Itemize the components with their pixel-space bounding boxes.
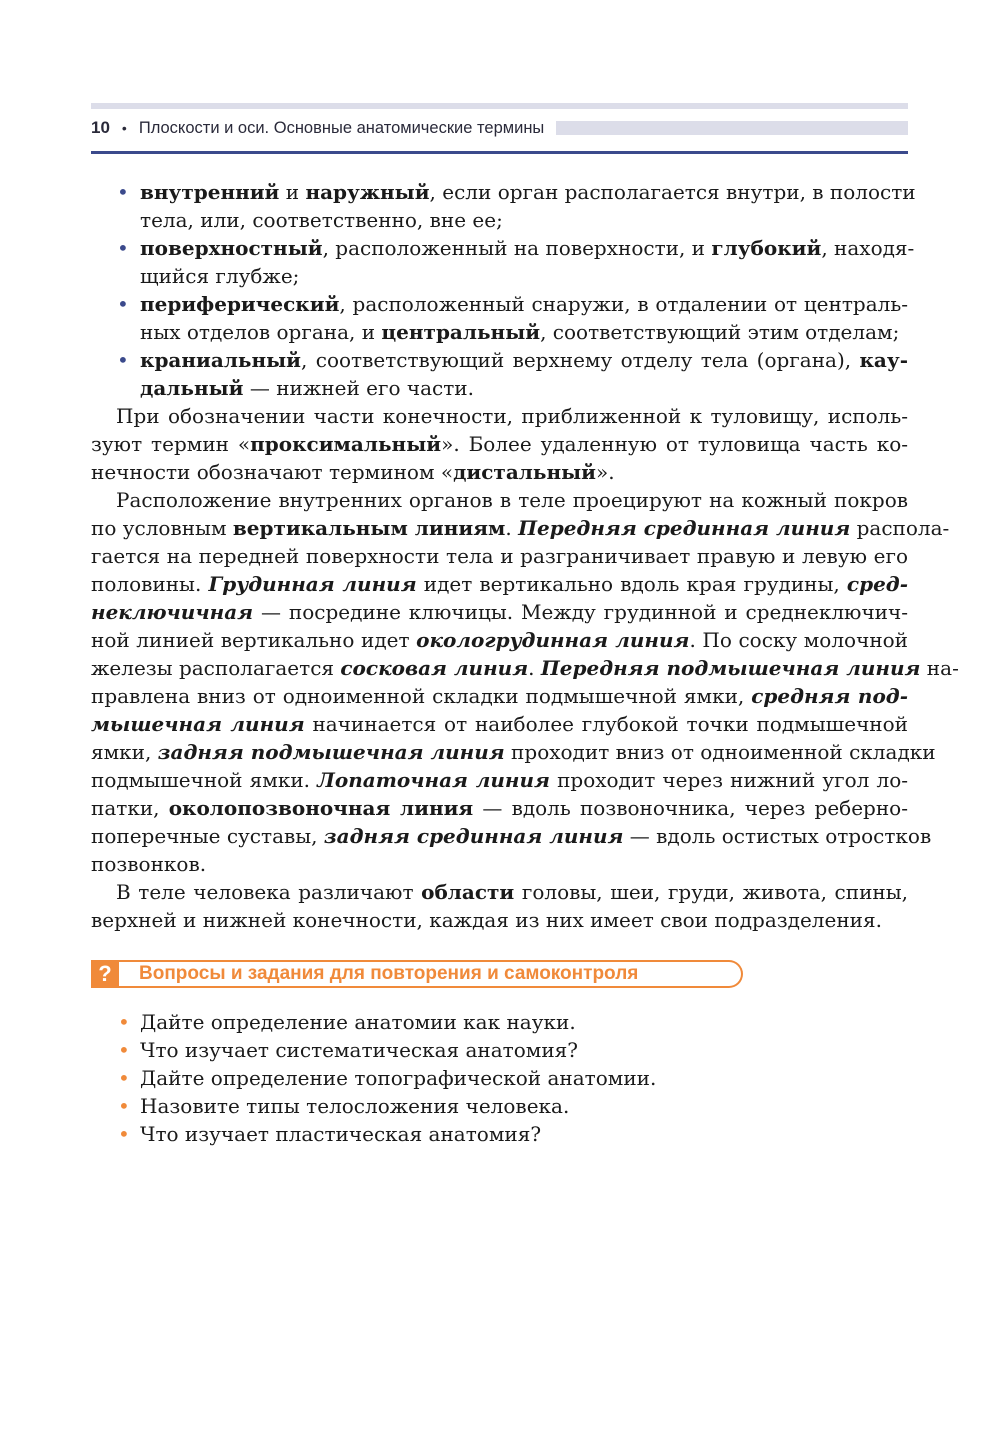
bullet-icon: •: [117, 348, 129, 372]
text-run: железы располагается: [91, 656, 341, 680]
text-run: , находя-: [821, 236, 915, 260]
text-run: ямки,: [91, 740, 158, 764]
text-run: , расположенный снаружи, в отдалении от централь-: [339, 292, 908, 316]
italic-term: сред-: [846, 572, 908, 596]
bullet-icon: •: [118, 1122, 130, 1146]
text-run: .: [505, 516, 519, 540]
bullet-icon: •: [117, 236, 129, 260]
text-run: , если орган располагается внутри, в полости: [429, 180, 916, 204]
text-run: половины.: [91, 572, 209, 596]
bullet-item-line: [91, 234, 915, 262]
bullet-icon: •: [118, 1094, 130, 1118]
question-mark-icon: ?: [91, 960, 119, 988]
text-run: патки,: [91, 796, 169, 820]
text-run: гается на передней поверхности тела и разграничивает правую и левую его: [91, 544, 908, 568]
bold-term: области: [421, 880, 515, 904]
bullet-icon: •: [118, 1010, 130, 1034]
bullet-item-continuation: [91, 262, 908, 290]
italic-term: мышечная линия: [91, 712, 305, 736]
question-item: • Назовите типы телосложения человека.: [118, 1094, 570, 1118]
italic-term: Передняя подмышечная линия: [540, 656, 921, 680]
text-run: — вдоль позвоночника, через реберно-: [473, 796, 908, 820]
bullet-item-line: [91, 178, 916, 206]
questions-heading: [91, 960, 743, 988]
bold-term: наружный: [305, 180, 430, 204]
text-run: проходит вниз от одноименной складки: [504, 740, 936, 764]
bullet-item-continuation: [91, 374, 908, 402]
bold-term: глубокий: [711, 236, 822, 260]
paragraph-line: [91, 570, 908, 598]
header-separator: •: [121, 120, 127, 136]
text-run: , соответствующий верхнему отделу тела (органа),: [301, 348, 860, 372]
bullet-item-continuation: [91, 206, 908, 234]
questions-list: [91, 1008, 908, 1148]
text-run: правлена вниз от одноименной складки подмышечной ямки,: [91, 684, 752, 708]
questions-title: Вопросы и задания для повторения и самоконтроля: [139, 963, 639, 984]
italic-term: сосковая линия: [340, 656, 529, 680]
text-run: , соответствующий этим отделам;: [540, 320, 900, 344]
text-run: зуют термин «: [91, 432, 251, 456]
text-run: поперечные суставы,: [91, 824, 324, 848]
bold-term: внутренний: [140, 180, 280, 204]
bold-term: проксимальный: [250, 432, 442, 456]
question-item: • Дайте определение топографической анатомии.: [118, 1066, 657, 1090]
paragraph-line: [91, 542, 908, 570]
paragraph-line: [91, 878, 908, 906]
question-item: • Что изучает систематическая анатомия?: [118, 1038, 579, 1062]
bullet-icon: •: [117, 292, 129, 316]
paragraph-line: [91, 738, 936, 766]
text-run: — посредине ключицы. Между грудинной и среднеключич-: [253, 600, 908, 624]
running-header: [91, 116, 908, 140]
text-run: верхней и нижней конечности, каждая из них имеет свои подразделения.: [91, 908, 882, 932]
italic-term: неключичная: [91, 600, 254, 624]
text-run: . По соску молочной: [689, 628, 909, 652]
paragraph-line: [91, 710, 908, 738]
text-run: .: [528, 656, 541, 680]
bold-term: околопозвоночная линия: [168, 796, 474, 820]
text-run: распола-: [850, 516, 950, 540]
text-run: головы, шеи, груди, живота, спины,: [514, 880, 909, 904]
text-run: — вдоль остистых отростков: [623, 824, 932, 848]
header-title: Плоскости и оси. Основные анатомические термины: [138, 118, 545, 137]
text-run: по условным: [91, 516, 233, 540]
text-run: начинается от наиболее глубокой точки подмышечной: [304, 712, 908, 736]
text-run: В теле человека различают: [116, 880, 422, 904]
italic-term: Лопаточная линия: [317, 768, 550, 792]
text-run: и: [279, 180, 306, 204]
question-item: • Что изучает пластическая анатомия?: [118, 1122, 542, 1146]
text-run: , расположенный на поверхности, и: [322, 236, 712, 260]
bold-term: периферический: [140, 292, 340, 316]
paragraph-line: [91, 850, 908, 878]
paragraph-line: [91, 430, 908, 458]
text-run: ».: [595, 460, 615, 484]
bold-term: поверхностный: [140, 236, 323, 260]
question-item: • Дайте определение анатомии как науки.: [118, 1010, 576, 1034]
bullet-icon: •: [118, 1038, 130, 1062]
bold-term: вертикальным линиям: [232, 516, 506, 540]
text-run: щийся глубже;: [140, 264, 300, 288]
bullet-item-line: [91, 290, 908, 318]
paragraph-line: [91, 598, 908, 626]
text-run: ». Более удаленную от туловища часть ко-: [441, 432, 908, 456]
text-run: ных отделов органа, и: [140, 320, 382, 344]
paragraph-line: [91, 514, 950, 542]
text-run: идет вертикально вдоль края грудины,: [416, 572, 847, 596]
italic-term: Передняя срединная линия: [518, 516, 851, 540]
italic-term: Грудинная линия: [208, 572, 417, 596]
text-run: Расположение внутренних органов в теле проецируют на кожный покров: [116, 488, 908, 512]
text-run: нечности обозначают термином «: [91, 460, 454, 484]
paragraph-line: [91, 654, 959, 682]
bullet-item-line: [91, 346, 908, 374]
bullet-item-continuation: [91, 318, 908, 346]
paragraph-line: [91, 626, 908, 654]
paragraph-line: [91, 682, 908, 710]
page-number: 10: [91, 118, 110, 137]
bold-term: центральный: [381, 320, 541, 344]
text-run: При обозначении части конечности, приближенной к туловищу, исполь-: [116, 404, 908, 428]
body-text: [91, 178, 959, 934]
paragraph-line: [91, 822, 932, 850]
bullet-icon: •: [117, 180, 129, 204]
text-run: тела, или, соответственно, вне ее;: [140, 208, 503, 232]
paragraph-line: [91, 458, 908, 486]
italic-term: средняя под-: [751, 684, 908, 708]
bold-term: дистальный: [453, 460, 596, 484]
paragraph-line: [91, 486, 908, 514]
bold-term: краниальный: [140, 348, 302, 372]
header-fill-band: [556, 121, 908, 135]
italic-term: задняя срединная линия: [323, 824, 624, 848]
text-run: позвонков.: [91, 852, 207, 876]
paragraph-line: [91, 794, 908, 822]
text-run: — нижней его части.: [243, 376, 474, 400]
italic-term: задняя подмышечная линия: [157, 740, 505, 764]
text-run: на-: [920, 656, 959, 680]
header-rule: [91, 151, 908, 154]
bold-term: кау-: [859, 348, 908, 372]
bullet-icon: •: [118, 1066, 130, 1090]
text-run: проходит через нижний угол ло-: [549, 768, 908, 792]
italic-term: окологрудинная линия: [416, 628, 690, 652]
paragraph-line: [91, 906, 908, 934]
paragraph-line: [91, 402, 908, 430]
bold-term: дальный: [140, 376, 244, 400]
text-run: ной линией вертикально идет: [91, 628, 417, 652]
header-top-band: [91, 103, 908, 109]
paragraph-line: [91, 766, 908, 794]
text-run: подмышечной ямки.: [91, 768, 318, 792]
